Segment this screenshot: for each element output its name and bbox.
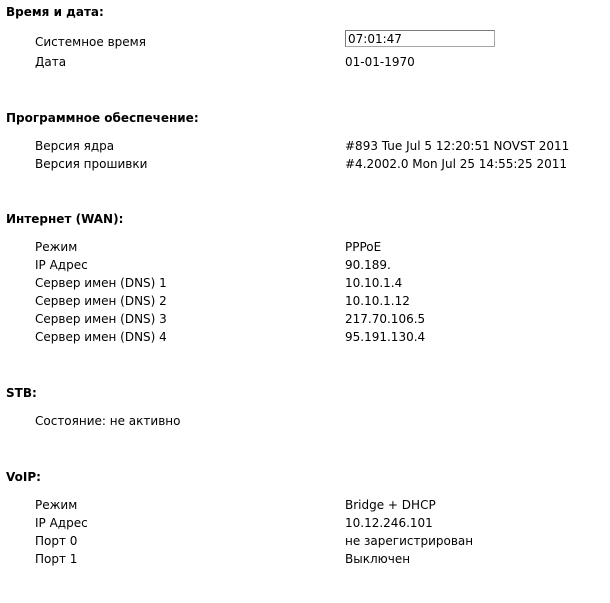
wan-mode-label: Режим bbox=[35, 240, 78, 254]
row-wan-ip bbox=[35, 256, 605, 274]
row-date bbox=[35, 53, 605, 71]
row-dns-3 bbox=[35, 310, 605, 328]
section-title-voip: VoIP: bbox=[6, 470, 41, 484]
dns-2-label: Сервер имен (DNS) 2 bbox=[35, 294, 167, 308]
voip-port-0-label: Порт 0 bbox=[35, 534, 78, 548]
voip-mode-label: Режим bbox=[35, 498, 78, 512]
voip-ip-value: 10.12.246.101 bbox=[345, 516, 433, 530]
dns-4-value: 95.191.130.4 bbox=[345, 330, 426, 344]
firmware-version-label: Версия прошивки bbox=[35, 157, 148, 171]
dns-2-value: 10.10.1.12 bbox=[345, 294, 410, 308]
voip-ip-label: IP Адрес bbox=[35, 516, 88, 530]
voip-mode-value: Bridge + DHCP bbox=[345, 498, 436, 512]
dns-1-label: Сервер имен (DNS) 1 bbox=[35, 276, 167, 290]
section-title-stb: STB: bbox=[6, 386, 37, 400]
row-dns-4 bbox=[35, 328, 605, 346]
wan-ip-label: IP Адрес bbox=[35, 258, 88, 272]
system-time-input[interactable] bbox=[345, 30, 495, 47]
row-dns-2 bbox=[35, 292, 605, 310]
date-value: 01-01-1970 bbox=[345, 55, 415, 69]
row-dns-1 bbox=[35, 274, 605, 292]
row-system-time bbox=[35, 33, 605, 51]
section-title-wan: Интернет (WAN): bbox=[6, 212, 124, 226]
row-voip-port-0 bbox=[35, 532, 605, 550]
section-title-datetime: Время и дата: bbox=[6, 5, 104, 19]
dns-4-label: Сервер имен (DNS) 4 bbox=[35, 330, 167, 344]
voip-port-1-label: Порт 1 bbox=[35, 552, 78, 566]
firmware-version-value: #4.2002.0 Mon Jul 25 14:55:25 2011 bbox=[345, 157, 568, 171]
row-kernel-version bbox=[35, 137, 605, 155]
stb-state-text: Состояние: не активно bbox=[35, 414, 181, 428]
row-stb-state bbox=[35, 412, 605, 430]
row-voip-ip bbox=[35, 514, 605, 532]
row-voip-mode bbox=[35, 496, 605, 514]
row-firmware-version bbox=[35, 155, 605, 173]
kernel-version-label: Версия ядра bbox=[35, 139, 115, 153]
section-title-software: Программное обеспечение: bbox=[6, 111, 199, 125]
row-wan-mode bbox=[35, 238, 605, 256]
wan-mode-value: PPPoE bbox=[345, 240, 382, 254]
system-time-label: Системное время bbox=[35, 35, 146, 49]
dns-3-label: Сервер имен (DNS) 3 bbox=[35, 312, 167, 326]
voip-port-0-value: не зарегистрирован bbox=[345, 534, 474, 548]
voip-port-1-value: Выключен bbox=[345, 552, 411, 566]
kernel-version-value: #893 Tue Jul 5 12:20:51 NOVST 2011 bbox=[345, 139, 570, 153]
wan-ip-value: 90.189. bbox=[345, 258, 391, 272]
date-label: Дата bbox=[35, 55, 67, 69]
dns-1-value: 10.10.1.4 bbox=[345, 276, 403, 290]
dns-3-value: 217.70.106.5 bbox=[345, 312, 426, 326]
row-voip-port-1 bbox=[35, 550, 605, 568]
